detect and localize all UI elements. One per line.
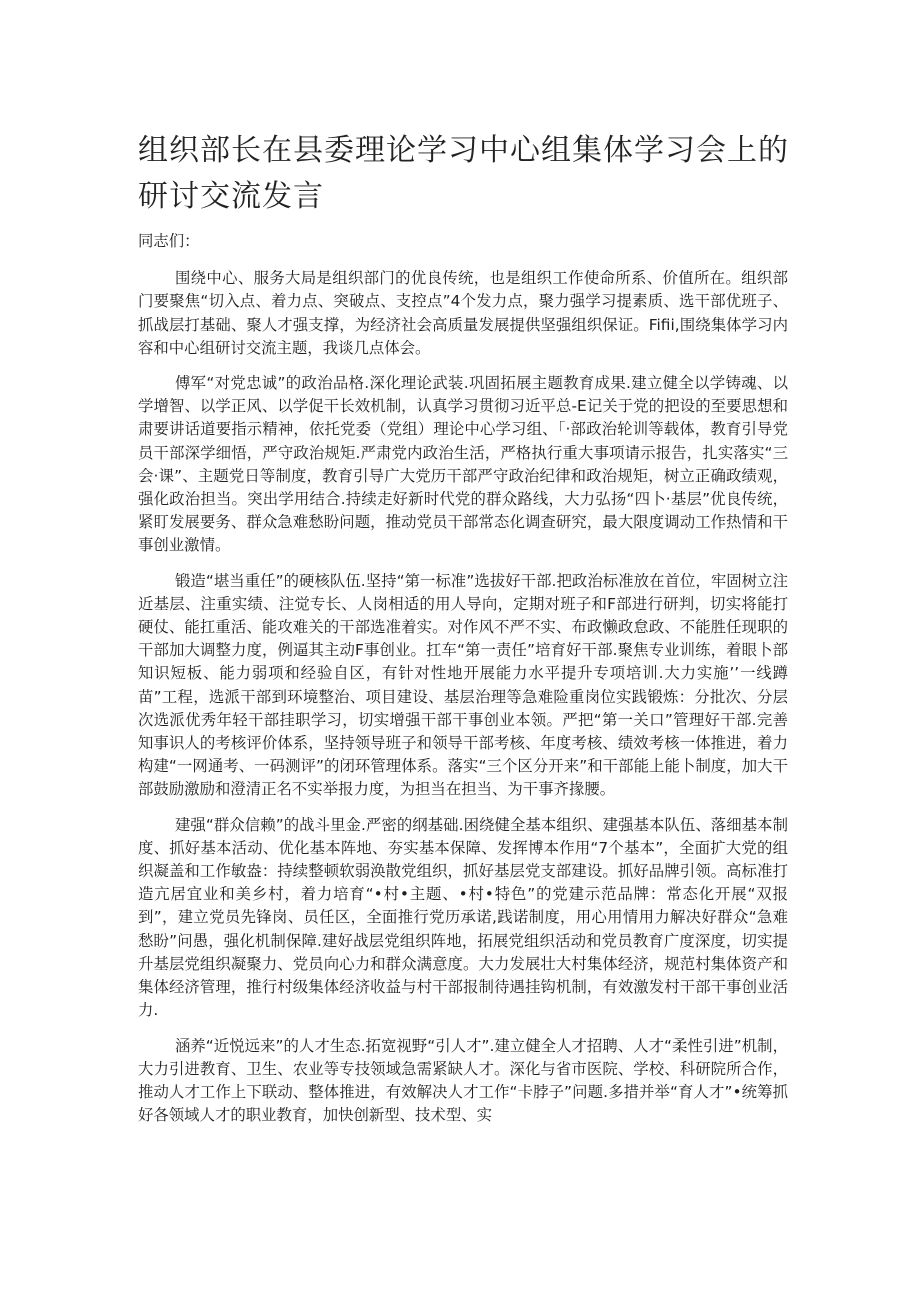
paragraph-intro: 围绕中心、服务大局是组织部门的优良传统，也是组织工作使命所系、价值所在。组织部门要聚焦“切入点、着力点、突破点、支控点”4个发力点，聚力强学习提素质、选干部优班子、抓战层打基础、聚人才强支撑，为经济社会高质量发展提供坚强组织保证。Fifii,围绕集体学习内容和中心组研讨交流主题，我谈几点体会。 bbox=[138, 269, 788, 357]
paragraph-grassroots-fortress: 建强“群众信赖”的战斗里金.严密的纲基础.困绕健全基本组织、建强基本队伍、落细基本制度、抓好基本活动、优化基本阵地、夯实基本保障、发挥博本作用“7个基本”，全面扩大党的组织凝盖和工作敏盎：持续整顿软弱涣散党组织，抓好基层党支部建设。抓好品牌引领。高标准打造亢居宜业和美乡村，着力培育“•村•主题、•村•特色”的党建示范品牌：常态化开展“双报到”，建立党员先锋岗、员任区，全面推行党历承诺,践诺制度，用心用情用力解决好群众“急难愁盼”问愚，强化机制保障.建好战层党组织阵地，拓展党组织活动和党员教育广度深度，切实提升基层党组织凝聚力、党员向心力和群众满意度。大力发展壮大村集体经济，规范村集体资产和集体经济管理，推行村级集体经济收益与村干部报制待遇挂钩机制，有效激发村干部干事创业活力. bbox=[138, 815, 788, 1020]
paragraph-cadre-team: 锻造“堪当重任”的硬核队伍.坚持“第一标准”选拔好干部.把政治标准放在首位，牢固树立注近基层、注重实绩、注觉专长、人岗相适的用人导向，定期对班子和F部进行研判，切实将能打硬仗、能扛重活、能攻难关的干部选准着实。对作风不严不实、布政懒政怠政、不能胜任现职的干部加大调整力度，例逼其主动F事创业。扛车“第一责任”培育好干部.聚焦专业训练，着眼卜部知识短板、能力弱项和经验自区，有针对性地开展能力水平提升专项培训.大力实施’’一线蹲苗”工程，选派干部到环境整治、项目建设、基层治理等急难险重岗位实践锻炼：分批次、分层次选派优秀年轻干部挂职学习，切实增强干部干事创业本领。严把“第一关口”管理好干部.完善知事识人的考核评价体系，坚持领导班子和领导干部考核、年度考核、绩效考核一体推进，着力构建“一网通考、一码测评”的闭环管理体系。落实“三个区分开来”和干部能上能卜制度，加大干部鼓励激励和澄清正名不实举报力度，为担当在担当、为干事齐掾腰。 bbox=[138, 571, 788, 799]
paragraph-political-loyalty: 傅军“对党忠诚”的政治品格.深化理论武装.巩固拓展主题教育成果.建立健全以学铸魂、以学增智、以学正风、以学促干长效机制，认真学习贯彻习近平总-E记关于党的把设的至要思想和肃要讲话道要指示精神，依托党委（党组）理论中心学习组、「·部政治轮训等载体，教育引导党员干部深学细悟，严守政治规矩.严肃党内政治生活，严格执行重大事项请示报告，扎实落实“三会·课”、主题党日等制度，教育引导广大党历干部严守政治纪律和政治规矩，树立正确政绩观，强化政治担当。突出学用结合.持续走好新时代党的群众路线，大力弘扬“四卜·基层”优良传统，紧盯发展要务、群众急难愁盼问题，推动党员干部常态化调查研究，最大限度调动工作热情和干事创业激情。 bbox=[138, 374, 788, 555]
paragraph-talent-ecology: 涵养“近悦远来”的人才生态.拓宽视野“引人才”.建立健全人才招聘、人才“柔性引进”机制，大力引进教育、卫生、农业等专技领域急需紧缺人才。深化与省市医院、学校、科研院所合作，推动人才工作上下联动、整体推进，有效解决人才工作“卡脖子”问题.多措并举“育人才”•统筹抓好各领域人才的职业教育，加快创新型、技术型、实 bbox=[138, 1036, 788, 1125]
salutation: 同志们： bbox=[138, 232, 200, 250]
document-title: 组织部长在县委理论学习中心组集体学习会上的研讨交流发言 bbox=[138, 133, 789, 214]
document-body bbox=[138, 230, 788, 1139]
